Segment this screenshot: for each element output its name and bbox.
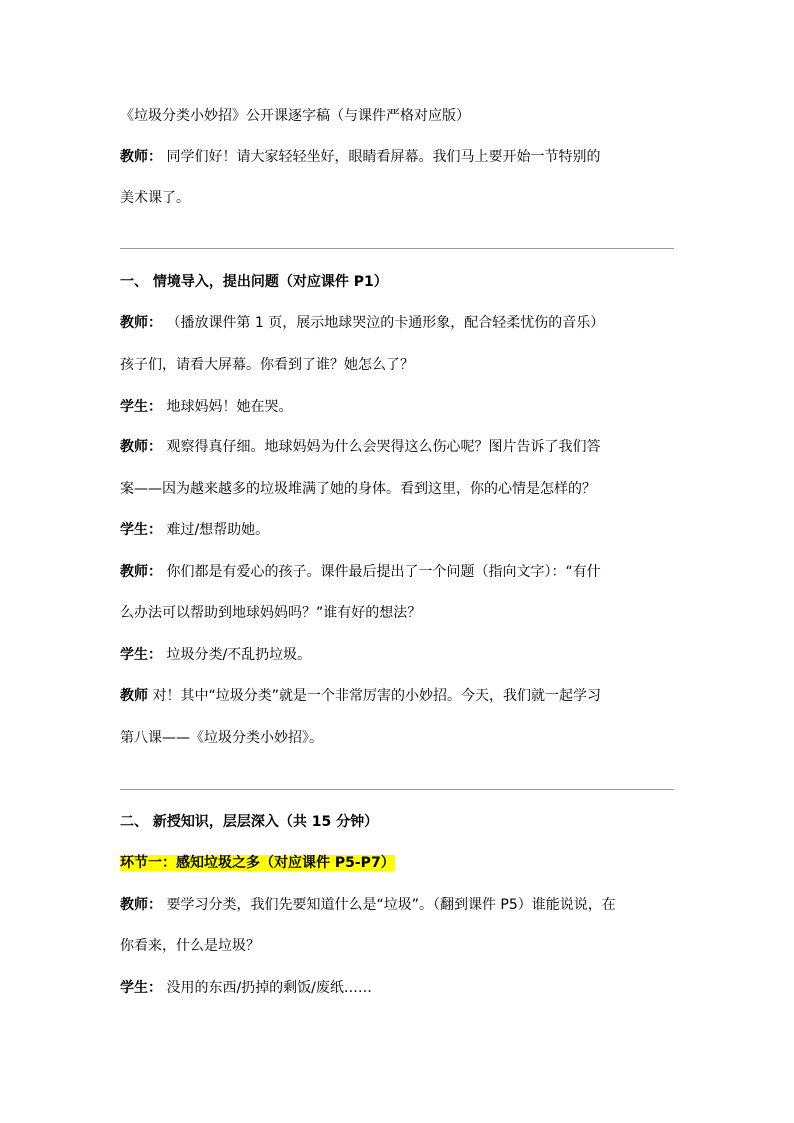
dialogue-text: （播放课件第 1 页，展示地球哭泣的卡通形象，配合轻柔忧伤的音乐） <box>166 315 605 331</box>
speaker-label: 学生： <box>120 522 162 538</box>
dialogue-continuation: 美术课了。 <box>120 190 190 206</box>
dialogue-line <box>120 895 674 915</box>
dialogue-line <box>120 313 674 333</box>
speaker-label: 教师： <box>120 439 162 455</box>
dialogue-text: 同学们好！请大家轻轻坐好，眼睛看屏幕。我们马上要开始一节特别的 <box>166 149 601 165</box>
document-title: 《垃圾分类小妙招》公开课逐字稿（与课件严格对应版） <box>120 108 470 124</box>
dialogue-continuation: 第八课——《垃圾分类小妙招》。 <box>120 730 323 746</box>
intro-paragraph <box>120 147 674 167</box>
dialogue-continuation: 你看来，什么是垃圾？ <box>120 938 260 954</box>
speaker-label: 教师： <box>120 149 162 165</box>
dialogue-text: 地球妈妈！她在哭。 <box>166 399 293 415</box>
sub-heading-row <box>120 853 674 873</box>
dialogue-line <box>120 978 674 998</box>
section-heading: 一、 情境导入，提出问题（对应课件 P1） <box>120 274 388 290</box>
speaker-label: 教师 <box>120 688 148 704</box>
dialogue-line <box>120 686 674 706</box>
dialogue-text: 垃圾分类/不乱扔垃圾。 <box>166 647 312 663</box>
dialogue-line <box>120 645 674 665</box>
speaker-label: 教师： <box>120 315 162 331</box>
dialogue-continuation: 么办法可以帮助到地球妈妈吗？”谁有好的想法？ <box>120 605 422 621</box>
dialogue-text: 没用的东西/扔掉的剩饭/废纸…… <box>166 980 372 996</box>
dialogue-line <box>120 397 674 417</box>
dialogue-line <box>120 562 674 582</box>
dialogue-continuation: 孩子们，请看大屏幕。你看到了谁？她怎么了？ <box>120 357 414 373</box>
speaker-label: 教师： <box>120 897 162 913</box>
dialogue-continuation: 案——因为越来越多的垃圾堆满了她的身体。看到这里，你的心情是怎样的？ <box>120 481 596 497</box>
dialogue-text: 对！其中“垃圾分类”就是一个非常厉害的小妙招。今天，我们就一起学习 <box>152 688 601 704</box>
section-divider <box>120 248 674 249</box>
dialogue-text: 要学习分类，我们先要知道什么是“垃圾”。（翻到课件 P5）谁能说说，在 <box>166 897 616 913</box>
dialogue-text: 你们都是有爱心的孩子。课件最后提出了一个问题（指向文字）：“有什 <box>166 564 601 580</box>
speaker-label: 学生： <box>120 647 162 663</box>
section-heading: 二、 新授知识，层层深入（共 15 分钟） <box>120 814 379 830</box>
speaker-label: 学生： <box>120 980 162 996</box>
highlighted-sub-heading: 环节一：感知垃圾之多（对应课件 P5-P7） <box>120 855 395 871</box>
speaker-label: 学生： <box>120 399 162 415</box>
section-divider <box>120 789 674 790</box>
dialogue-line <box>120 437 674 457</box>
dialogue-line <box>120 520 674 540</box>
dialogue-text: 难过/想帮助她。 <box>166 522 270 538</box>
speaker-label: 教师： <box>120 564 162 580</box>
dialogue-text: 观察得真仔细。地球妈妈为什么会哭得这么伤心呢？图片告诉了我们答 <box>166 439 601 455</box>
